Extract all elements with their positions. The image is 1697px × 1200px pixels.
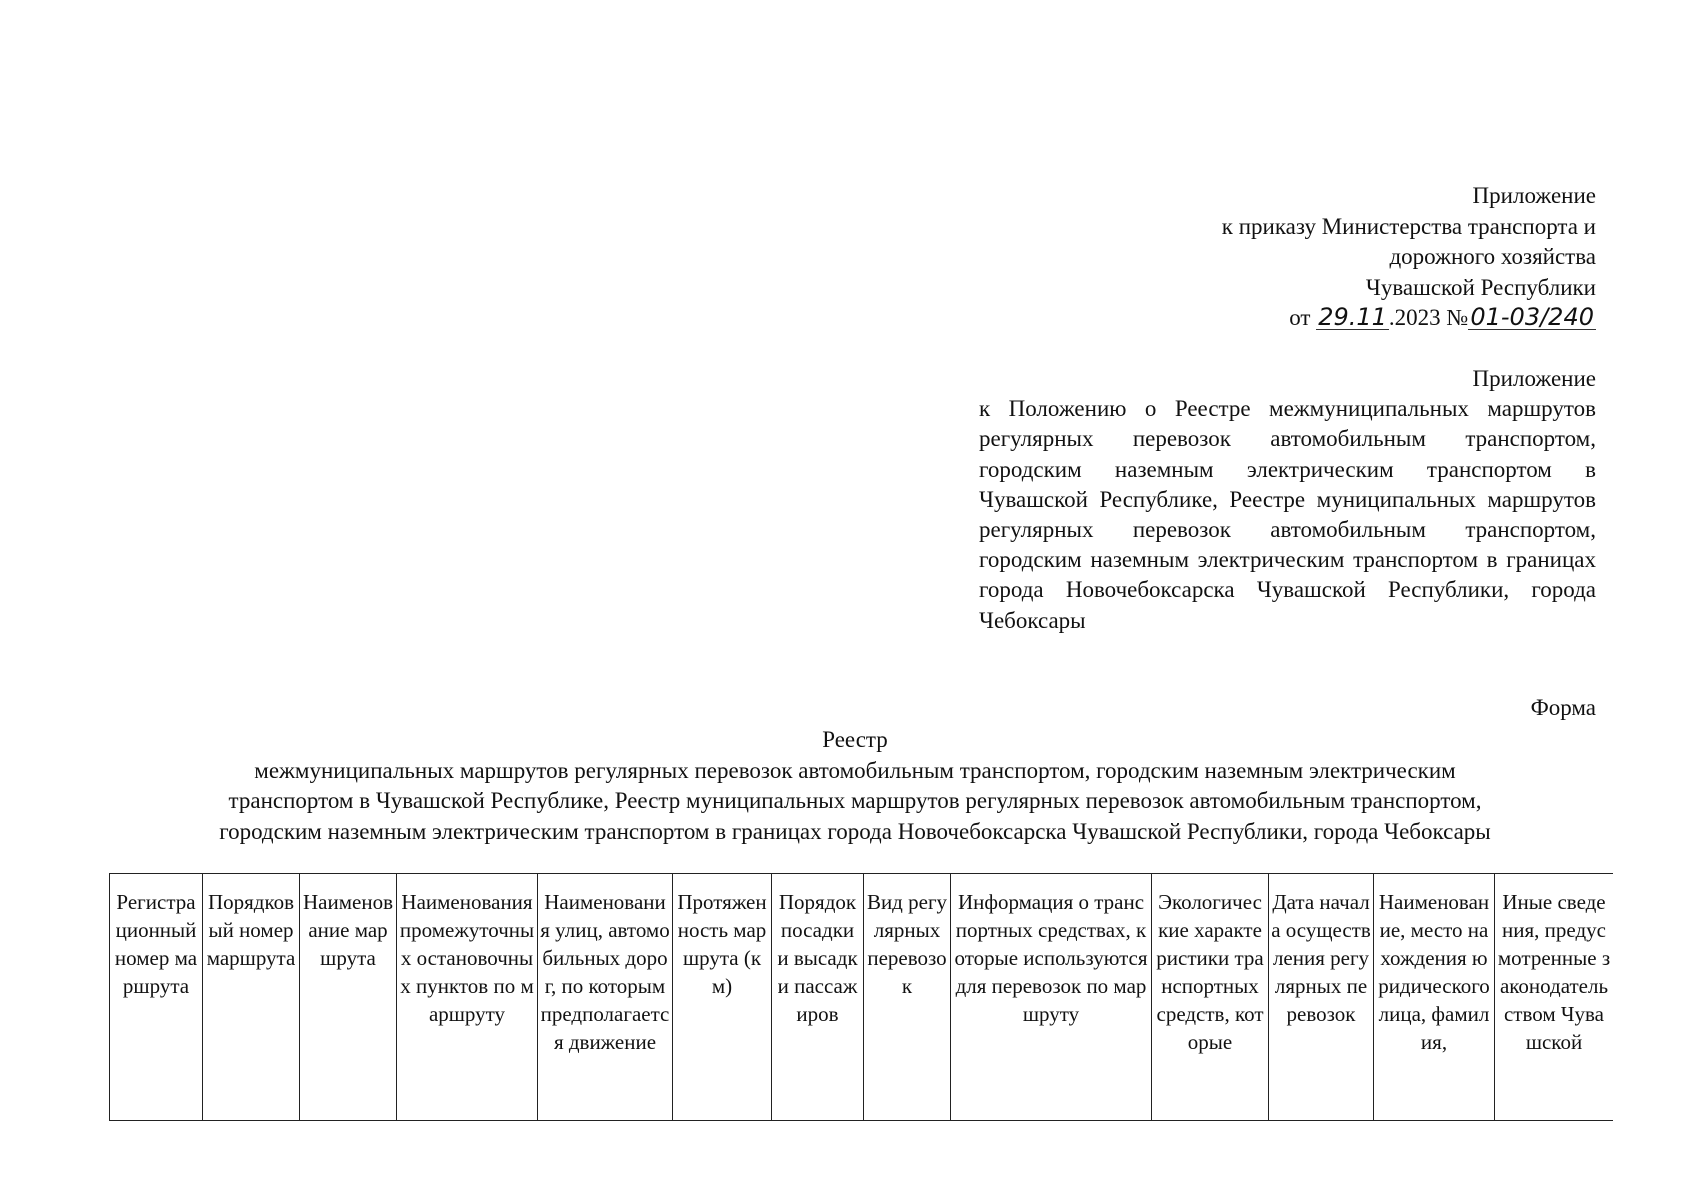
form-label: Форма — [1530, 695, 1596, 720]
document-title-line3: городским наземным электрическим транспортом в границах города Новочебоксарска Чувашской Республики, города Чебоксары — [219, 818, 1491, 844]
header-cell: Регистрационный номер маршрута — [110, 874, 203, 1121]
header-cell: Наименования промежуточных остановочных пунктов по маршруту — [397, 874, 538, 1121]
header-cell: Информация о транспортных средствах, которые используются для перевозок по маршруту — [951, 874, 1152, 1121]
date-prefix: от — [1289, 305, 1311, 330]
regulation-attachment-title: Приложение — [1472, 366, 1596, 391]
regulation-attachment-text: к Положению о Реестре межмуниципальных маршрутов регулярных перевозок автомобильным транспортом, городским наземным электрическим транспортом в Чувашской Республике, Реестре муниципальных маршрутов регулярных перевозок автомобильным транспортом, городским наземным электрическим транспортом в границах города Новочебоксарска Чувашской Республики, города Чебоксары — [979, 396, 1596, 633]
header-cell: Экологические характеристики транспортных средств, которые — [1152, 874, 1269, 1121]
document-title-line1: межмуниципальных маршрутов регулярных перевозок автомобильным транспортом, городским наземным электрическим — [254, 757, 1456, 783]
header-cell: Вид регулярных перевозок — [864, 874, 951, 1121]
handwritten-order-number: 01-03/240 — [1470, 303, 1594, 331]
order-attachment-block — [1222, 181, 1596, 334]
handwritten-date: 29.11 — [1318, 303, 1387, 331]
header-cell: Наименование, место нахождения юридического лица, фамилия, — [1374, 874, 1495, 1121]
document-title-line2: транспортом в Чувашской Республике, Реестр муниципальных маршрутов регулярных перевозок автомобильным транспортом, — [228, 788, 1482, 813]
header-cell: Порядок посадки и высадки пассажиров — [772, 874, 864, 1121]
order-attachment-line3: Чувашской Республики — [1365, 274, 1596, 300]
header-cell: Дата начала осуществления регулярных перевозок — [1269, 874, 1374, 1121]
document-title — [100, 725, 1610, 847]
registry-table — [109, 873, 1613, 1121]
header-cell: Протяженность маршрута (км) — [673, 874, 772, 1121]
order-attachment-line2: дорожного хозяйства — [1389, 244, 1596, 269]
header-cell: Порядковый номер маршрута — [203, 874, 300, 1121]
header-cell: Наименование маршрута — [300, 874, 397, 1121]
header-cell: Наименования улиц, автомобильных дорог, по которым предполагается движение — [538, 874, 673, 1121]
header-cell: Иные сведения, предусмотренные законодательством Чувашской — [1495, 874, 1614, 1121]
order-attachment-title: Приложение — [1472, 183, 1596, 208]
order-attachment-line1: к приказу Министерства транспорта и — [1221, 213, 1596, 239]
date-year: .2023 № — [1388, 305, 1469, 330]
document-heading: Реестр — [822, 727, 888, 752]
table-header-row — [110, 874, 1614, 1121]
order-date-line — [1222, 303, 1596, 334]
regulation-attachment-block — [979, 364, 1596, 636]
